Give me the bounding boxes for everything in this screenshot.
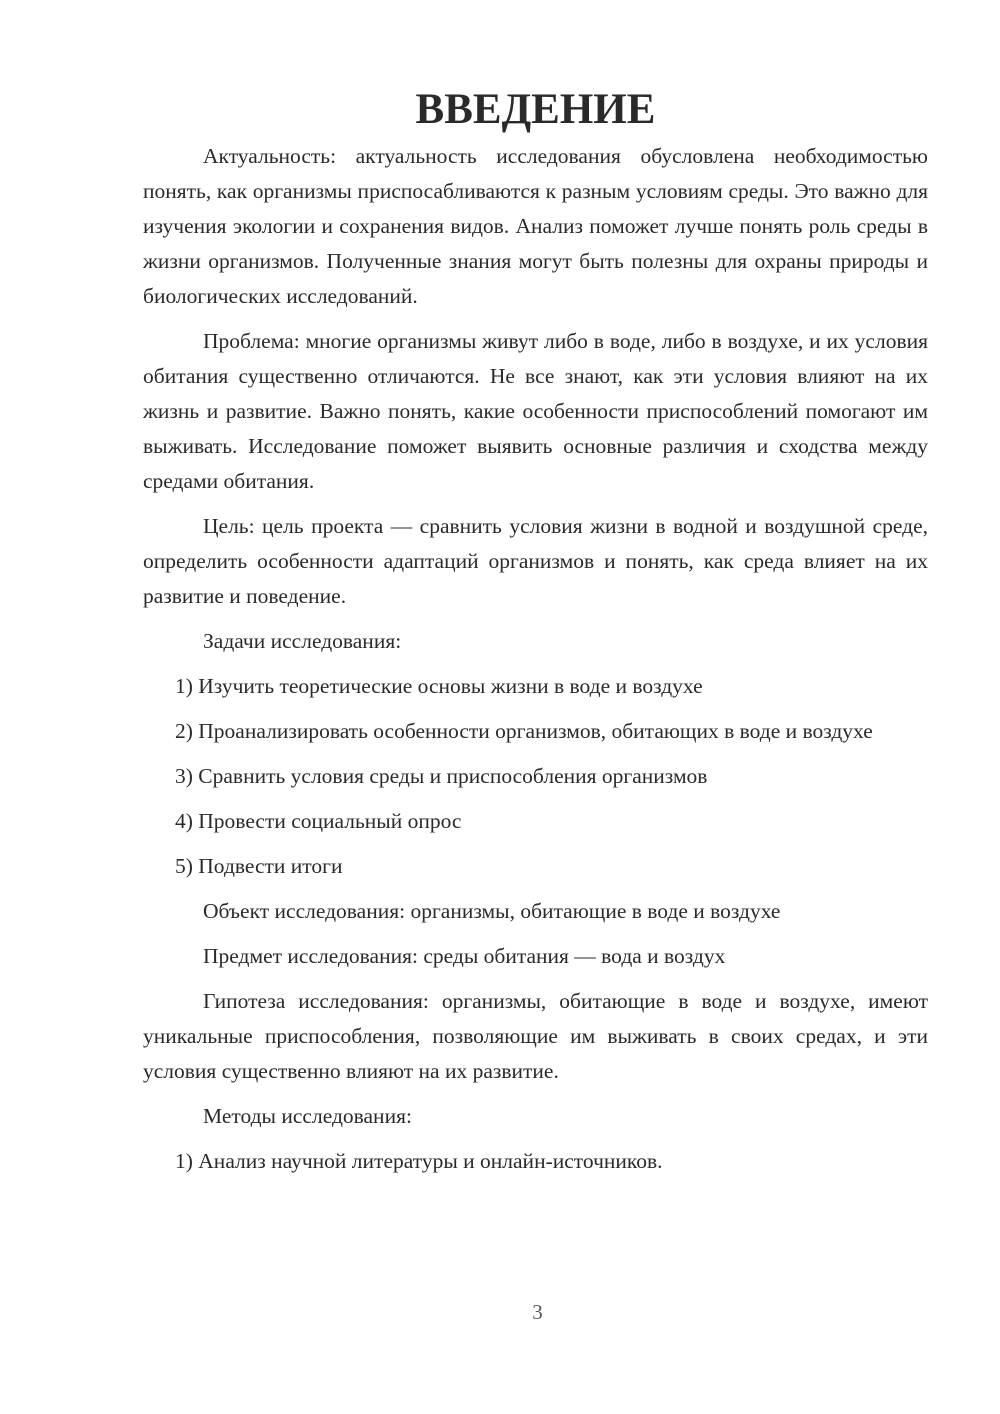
tasks-heading: Задачи исследования:	[203, 629, 402, 653]
tasks-list	[143, 669, 928, 884]
relevance-paragraph: Актуальность: актуальность исследования обусловлена необходимостью понять, как организмы приспосабливаются к разным условиям среды. Это важно для изучения экологии и сохранения видов. Анализ поможет лучше понять роль среды в жизни организмов. Полученные знания могут быть полезны для охраны природы и биологических исследований.	[143, 144, 928, 308]
methods-heading: Методы исследования:	[203, 1104, 412, 1128]
page-number: 3	[532, 1300, 543, 1324]
list-item: 3) Сравнить условия среды и приспособления организмов	[175, 764, 708, 788]
section-title: ВВЕДЕНИЕ	[415, 86, 656, 133]
list-item: 1) Анализ научной литературы и онлайн-источников.	[175, 1149, 663, 1173]
document-page	[143, 86, 928, 1189]
list-item: 2) Проанализировать особенности организмов, обитающих в воде и воздухе	[175, 719, 873, 743]
list-item: 5) Подвести итоги	[175, 854, 343, 878]
methods-list	[143, 1144, 928, 1179]
problem-paragraph: Проблема: многие организмы живут либо в воде, либо в воздухе, и их условия обитания существенно отличаются. Не все знают, как эти условия влияют на их жизнь и развитие. Важно понять, какие особенности приспособлений помогают им выживать. Исследование поможет выявить основные различия и сходства между средами обитания.	[143, 329, 928, 493]
hypothesis-paragraph: Гипотеза исследования: организмы, обитающие в воде и воздухе, имеют уникальные приспособления, позволяющие им выживать в своих средах, и эти условия существенно влияют на их развитие.	[143, 989, 928, 1083]
goal-paragraph: Цель: цель проекта — сравнить условия жизни в водной и воздушной среде, определить особенности адаптаций организмов и понять, как среда влияет на их развитие и поведение.	[143, 514, 928, 608]
list-item: 1) Изучить теоретические основы жизни в воде и воздухе	[175, 674, 703, 698]
object-line: Объект исследования: организмы, обитающие в воде и воздухе	[203, 899, 781, 923]
subject-line: Предмет исследования: среды обитания — вода и воздух	[203, 944, 726, 968]
list-item: 4) Провести социальный опрос	[175, 809, 462, 833]
